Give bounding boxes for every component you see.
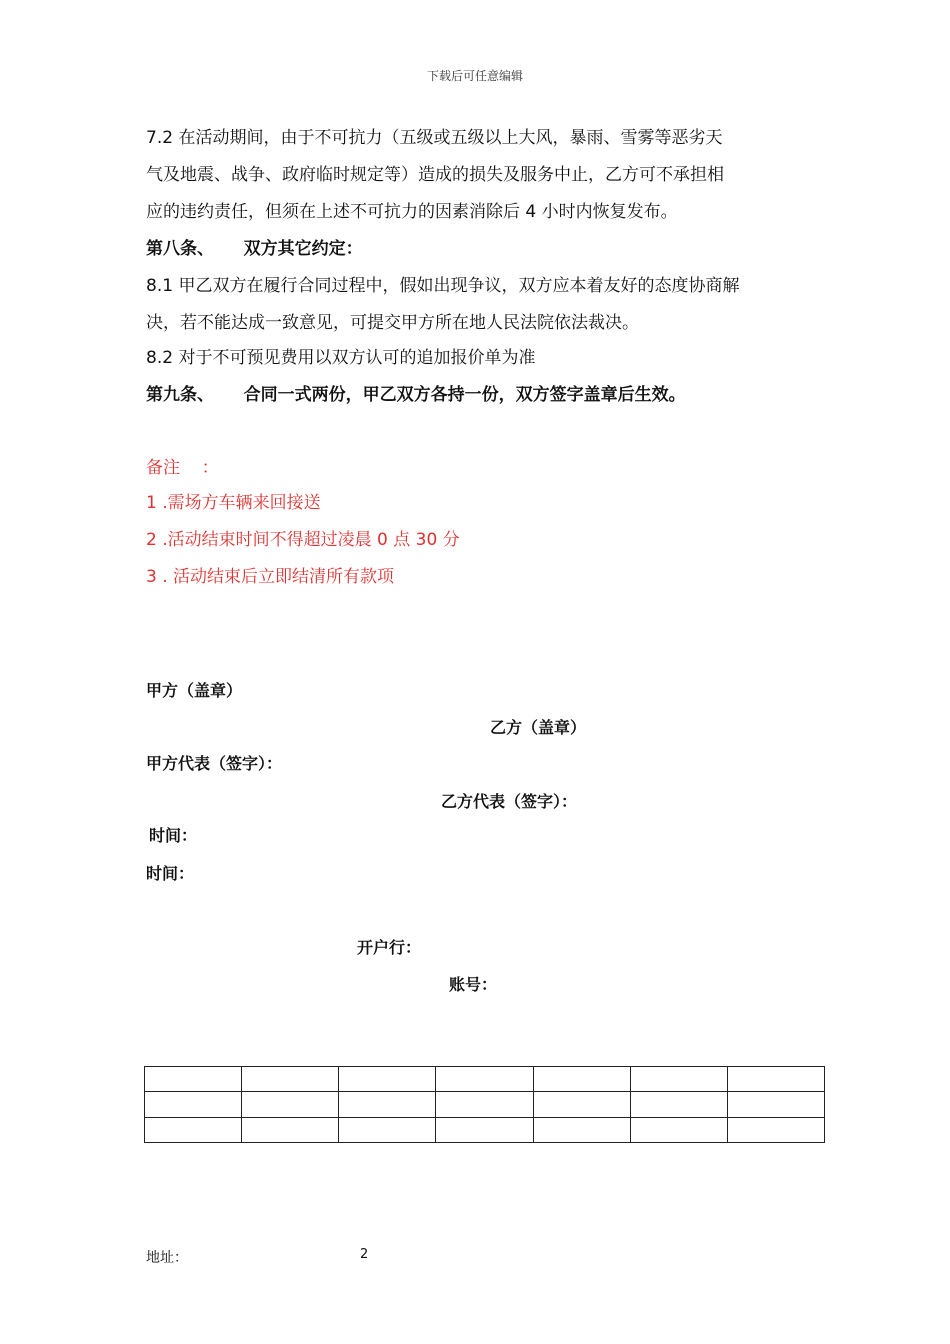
table-cell [727,1117,824,1142]
bank-label: 开户行： [357,938,422,957]
table-cell [339,1067,436,1092]
table-cell [533,1092,630,1117]
table-cell [145,1117,242,1142]
clause-7-2-line-1: 7.2 在活动期间，由于不可抗力（五级或五级以上大风，暴雨、雪雾等恶劣天 [146,128,723,148]
table-cell [339,1117,436,1142]
account-label: 账号： [449,975,498,994]
party-b-seal: 乙方（盖章） [490,718,587,737]
table-cell [436,1067,533,1092]
remark-item-2: 2 .活动结束时间不得超过凌晨 0 点 30 分 [146,530,460,550]
time-label-2: 时间： [146,864,195,883]
party-a-representative: 甲方代表（签字）： [146,754,283,773]
table-cell [242,1117,339,1142]
table-cell [630,1067,727,1092]
table-cell [145,1092,242,1117]
table-cell [339,1092,436,1117]
article-8-title: 第八条、 双方其它约定： [146,239,363,259]
table-cell [145,1067,242,1092]
time-label-1: 时间： [149,826,198,845]
address-label: 地址： [146,1250,188,1266]
table-row [145,1117,825,1142]
table-cell [727,1067,824,1092]
table-row [145,1092,825,1117]
header-note: 下载后可任意编辑 [426,69,523,83]
clause-7-2-line-2: 气及地震、战争、政府临时规定等）造成的损失及服务中止，乙方可不承担相 [146,165,724,185]
table-cell [533,1067,630,1092]
table-cell [727,1092,824,1117]
clause-8-1-line-1: 8.1 甲乙双方在履行合同过程中，假如出现争议，双方应本着友好的态度协商解 [146,276,740,296]
party-b-representative: 乙方代表（签字）： [441,792,578,811]
empty-table [144,1066,825,1143]
party-a-seal: 甲方（盖章） [146,681,243,700]
page-number: 2 [360,1247,369,1262]
table-cell [242,1092,339,1117]
clause-8-1-line-2: 决，若不能达成一致意见，可提交甲方所在地人民法院依法裁决。 [146,313,639,333]
table-cell [242,1067,339,1092]
clause-7-2-line-3: 应的违约责任，但须在上述不可抗力的因素消除后 4 小时内恢复发布。 [146,202,678,222]
remark-item-3: 3 . 活动结束后立即结清所有款项 [146,567,395,587]
table-cell [630,1117,727,1142]
table-cell [533,1117,630,1142]
remark-item-1: 1 .需场方车辆来回接送 [146,493,321,513]
article-9: 第九条、 合同一式两份，甲乙双方各持一份，双方签字盖章后生效。 [146,385,686,405]
remarks-title: 备注 ： [146,458,219,478]
table-cell [436,1092,533,1117]
clause-8-2: 8.2 对于不可预见费用以双方认可的追加报价单为准 [146,348,536,368]
table-cell [630,1092,727,1117]
table-cell [436,1117,533,1142]
table-row [145,1067,825,1092]
